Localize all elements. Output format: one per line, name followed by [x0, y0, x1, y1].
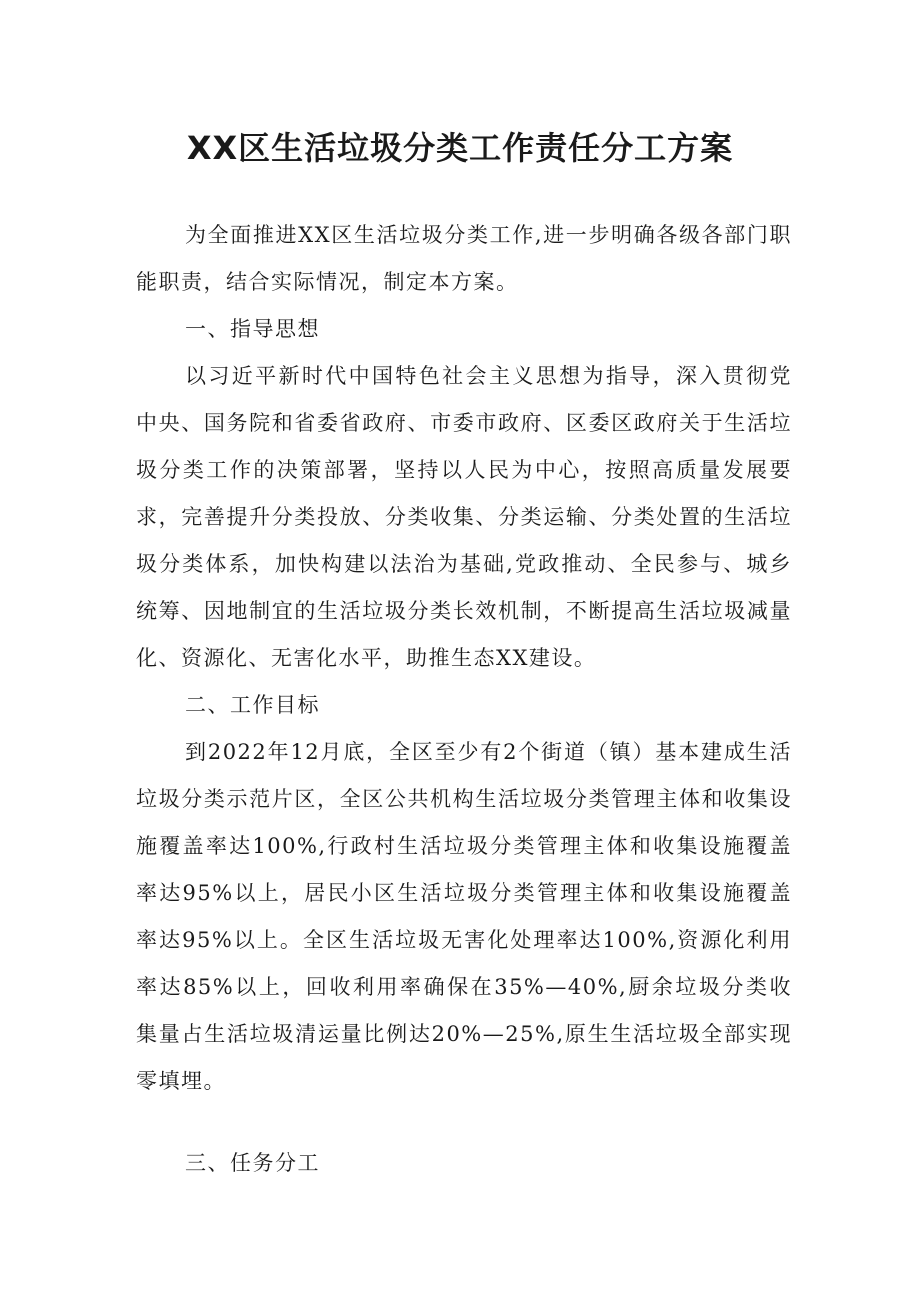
guiding-ideology-paragraph: 以习近平新时代中国特色社会主义思想为指导，深入贯彻党中央、国务院和省委省政府、市委市政府、区委区政府关于生活垃圾分类工作的决策部署，坚持以人民为中心，按照高质量发展要求，完善提升分类投放、分类收集、分类运输、分类处置的生活垃圾分类体系，加快构建以法治为基础,党政推动、全民参与、城乡统筹、因地制宜的生活垃圾分类长效机制，不断提高生活垃圾减量化、资源化、无害化水平，助推生态XX建设。 — [136, 364, 792, 670]
document-title: XX区生活垃圾分类工作责任分工方案 — [186, 129, 734, 167]
intro-paragraph: 为全面推进XX区生活垃圾分类工作,进一步明确各级各部门职能职责，结合实际情况，制定本方案。 — [136, 223, 792, 294]
section-heading-work-goals: 二、工作目标 — [185, 693, 320, 717]
section-heading-guiding-ideology: 一、指导思想 — [185, 317, 320, 341]
work-goals-paragraph: 到2022年12月底，全区至少有2个街道（镇）基本建成生活垃圾分类示范片区，全区公共机构生活垃圾分类管理主体和收集设施覆盖率达100%,行政村生活垃圾分类管理主体和收集设施覆盖率达95%以上，居民小区生活垃圾分类管理主体和收集设施覆盖率达95%以上。全区生活垃圾无害化处理率达100%,资源化利用率达85%以上，回收利用率确保在35%—40%,厨余垃圾分类收集量占生活垃圾清运量比例达20%—25%,原生生活垃圾全部实现零填埋。 — [136, 740, 792, 1093]
section-heading-task-division: 三、任务分工 — [185, 1151, 320, 1175]
